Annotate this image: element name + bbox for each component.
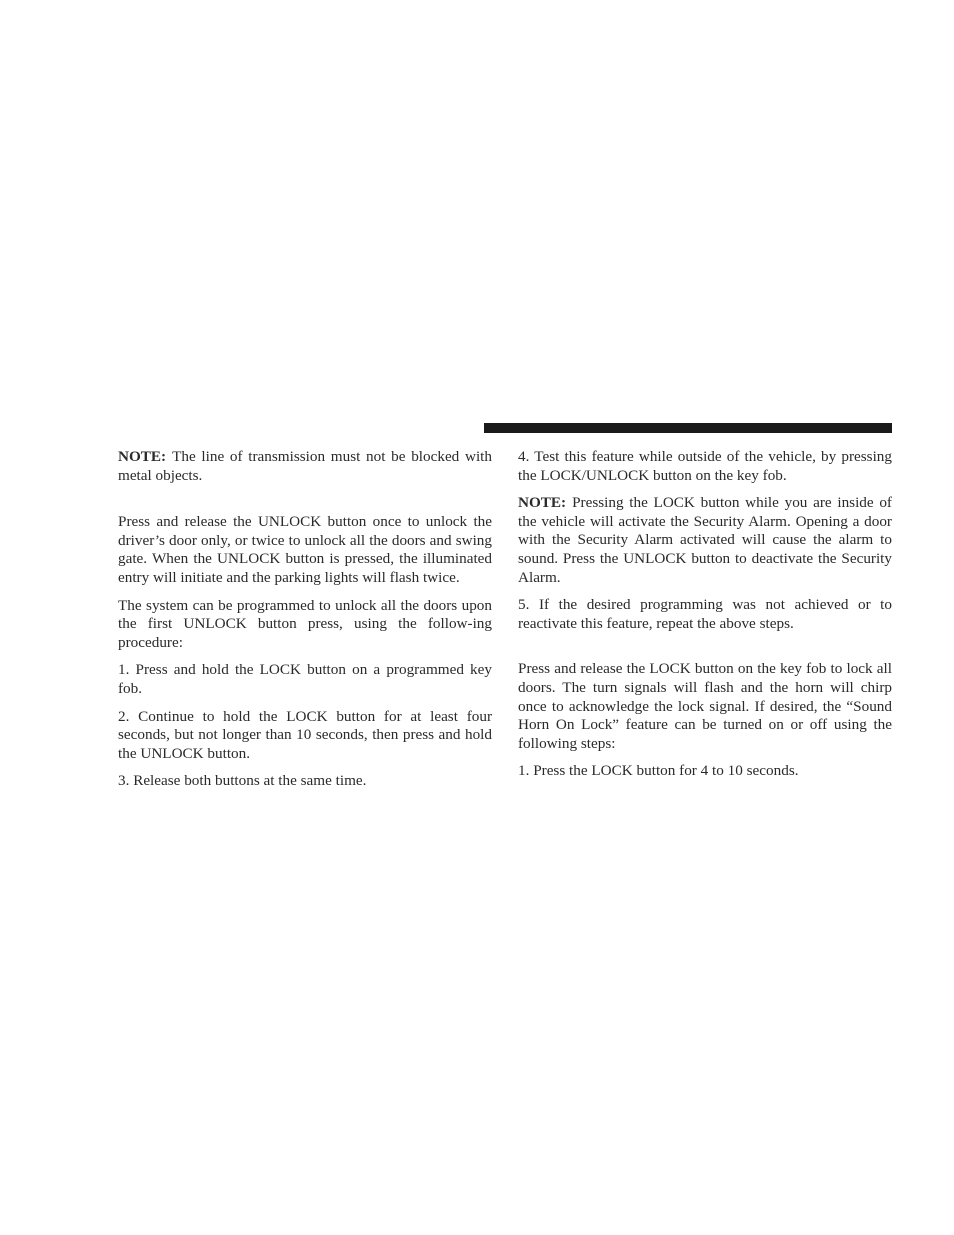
note-label: NOTE:: [518, 494, 567, 512]
note-text: The line of transmission must not be blocked with metal objects.: [118, 448, 492, 484]
note-transmission: [118, 448, 492, 485]
step-2: 2. Continue to hold the LOCK button for at least four seconds, but not longer than 10 seconds, then press and hold the UNLOCK button.: [118, 707, 492, 762]
note-text: Pressing the LOCK button while you are inside of the vehicle will activate the Security Alarm. Opening a door with the Security Alarm activated will cause the alarm to sound. Press the UNLOCK button to deactivate the Security Alarm.: [518, 494, 892, 586]
right-column: [518, 448, 892, 781]
programming-paragraph: The system can be programmed to unlock all the doors upon the first UNLOCK button press, using the follow-ing procedure:: [118, 596, 492, 651]
step-4: 4. Test this feature while outside of the vehicle, by pressing the LOCK/UNLOCK button on the key fob.: [518, 448, 892, 484]
unlock-paragraph: Press and release the UNLOCK button once to unlock the driver’s door only, or twice to unlock all the doors and swing gate. When the UNLOCK button is pressed, the illuminated entry will initiate and the parking lights will flash twice.: [118, 513, 492, 586]
lock-paragraph: Press and release the LOCK button on the key fob to lock all doors. The turn signals will flash and the horn will chirp once to acknowledge the lock signal. If desired, the “Sound Horn On Lock” feature can be turned on or off using the following steps:: [518, 660, 892, 752]
note-label: NOTE:: [118, 448, 167, 465]
left-column: [118, 448, 492, 791]
note-security-alarm: [518, 494, 892, 587]
lock-step-1: 1. Press the LOCK button for 4 to 10 seconds.: [518, 762, 799, 780]
step-1: 1. Press and hold the LOCK button on a programmed key fob.: [118, 661, 492, 697]
step-3: 3. Release both buttons at the same time.: [118, 772, 367, 790]
section-divider-bar: [484, 423, 892, 433]
step-5: 5. If the desired programming was not achieved or to reactivate this feature, repeat the above steps.: [518, 596, 892, 632]
